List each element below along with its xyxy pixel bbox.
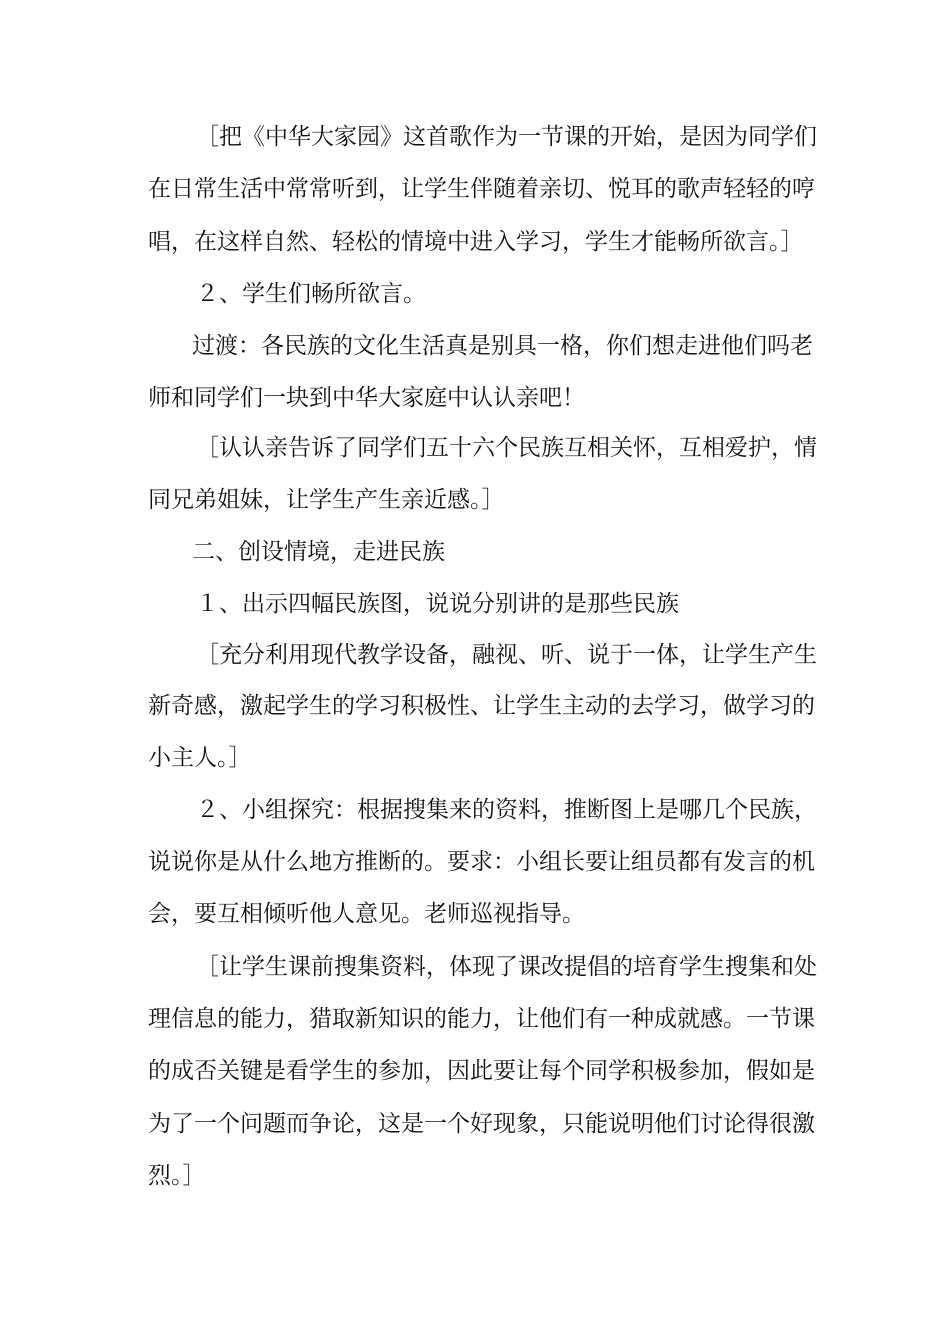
paragraph-9-line-4: 为了一个问题而争论，这是一个好现象，只能说明他们讨论得很激 — [148, 1111, 815, 1137]
paragraph-6-line-1: １、出示四幅民族图，说说分别讲的是那些民族 — [196, 591, 679, 617]
paragraph-7-line-3: 小主人。］ — [148, 745, 252, 771]
paragraph-7-line-2: 新奇感，激起学生的学习积极性、让学生主动的去学习，做学习的 — [148, 693, 815, 719]
paragraph-9-line-3: 的成否关键是看学生的参加，因此要让每个同学积极参加，假如是 — [148, 1058, 815, 1084]
paragraph-2-line-1: ２、学生们畅所欲言。 — [196, 281, 426, 307]
paragraph-9-line-1: ［让学生课前搜集资料，体现了课改提倡的培育学生搜集和处 — [196, 954, 817, 980]
paragraph-8-line-2: 说说你是从什么地方推断的。要求：小组长要让组员都有发言的机 — [148, 849, 815, 875]
paragraph-8-line-1: ２、小组探究：根据搜集来的资料，推断图上是哪几个民族， — [196, 797, 817, 823]
paragraph-8-line-3: 会，要互相倾听他人意见。老师巡视指导。 — [148, 901, 585, 927]
paragraph-1-line-2: 在日常生活中常常听到，让学生伴随着亲切、悦耳的歌声轻轻的哼 — [148, 176, 815, 202]
paragraph-3-line-1: 过渡：各民族的文化生活真是别具一格，你们想走进他们吗老 — [192, 333, 813, 359]
paragraph-7-line-1: ［充分利用现代教学设备，融视、听、说于一体，让学生产生 — [196, 642, 817, 668]
paragraph-1-line-3: 唱，在这样自然、轻松的情境中进入学习，学生才能畅所欲言。］ — [148, 229, 804, 255]
paragraph-3-line-2: 师和同学们一块到中华大家庭中认认亲吧！ — [148, 385, 585, 411]
paragraph-1-line-1: ［把《中华大家园》这首歌作为一节课的开始，是因为同学们 — [196, 124, 817, 150]
paragraph-4-line-1: ［认认亲告诉了同学们五十六个民族互相关怀，互相爱护，情 — [196, 435, 817, 461]
paragraph-4-line-2: 同兄弟姐妹，让学生产生亲近感。］ — [148, 487, 505, 513]
paragraph-9-line-5: 烈。］ — [148, 1163, 206, 1189]
section-heading: 二、创设情境，走进民族 — [192, 539, 445, 565]
paragraph-9-line-2: 理信息的能力，猎取新知识的能力，让他们有一种成就感。一节课 — [148, 1006, 815, 1032]
